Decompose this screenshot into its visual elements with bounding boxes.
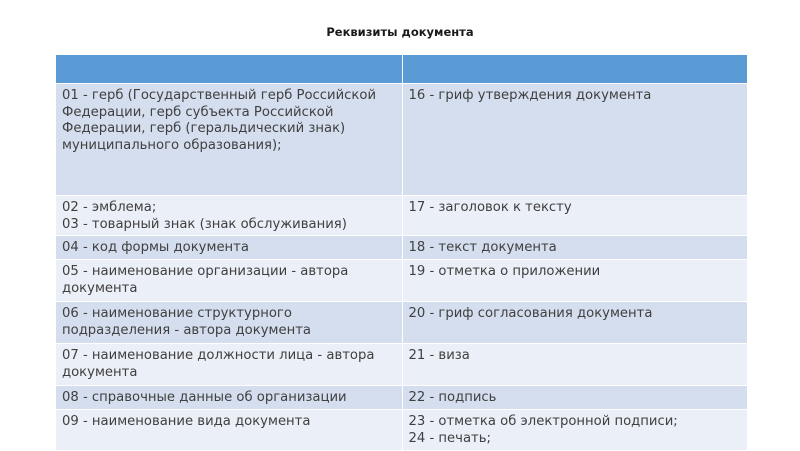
table-header-row	[56, 55, 747, 84]
table-row	[56, 196, 747, 236]
table-row	[56, 410, 747, 451]
table-cell-right: 19 - отметка о приложении	[402, 260, 747, 302]
table-row	[56, 386, 747, 410]
table-row	[56, 344, 747, 386]
table-cell-right: 23 - отметка об электронной подписи; 24 - печать;	[402, 410, 747, 451]
table-cell-right: 20 - гриф согласования документа	[402, 302, 747, 344]
table-cell-left: 02 - эмблема; 03 - товарный знак (знак обслуживания)	[56, 196, 402, 236]
table-header-cell	[402, 55, 747, 84]
table-cell-left: 08 - справочные данные об организации	[56, 386, 402, 410]
table-cell-left: 07 - наименование должности лица - автора документа	[56, 344, 402, 386]
table-cell-left: 05 - наименование организации - автора документа	[56, 260, 402, 302]
table-row	[56, 84, 747, 196]
table-cell-left: 01 - герб (Государственный герб Российской Федерации, герб субъекта Российской Федерации, герб (геральдический знак) муниципального образования);	[56, 84, 402, 196]
table-header-cell	[56, 55, 402, 84]
page-title: Реквизиты документа	[326, 25, 474, 39]
table-cell-left: 09 - наименование вида документа	[56, 410, 402, 451]
requisites-table	[56, 55, 747, 451]
table-cell-right: 16 - гриф утверждения документа	[402, 84, 747, 196]
table-row	[56, 260, 747, 302]
table-cell-right: 22 - подпись	[402, 386, 747, 410]
table-cell-right: 17 - заголовок к тексту	[402, 196, 747, 236]
table-cell-left: 04 - код формы документа	[56, 236, 402, 260]
table-row	[56, 302, 747, 344]
table-cell-right: 18 - текст документа	[402, 236, 747, 260]
table-cell-right: 21 - виза	[402, 344, 747, 386]
table-row	[56, 236, 747, 260]
table-cell-left: 06 - наименование структурного подразделения - автора документа	[56, 302, 402, 344]
